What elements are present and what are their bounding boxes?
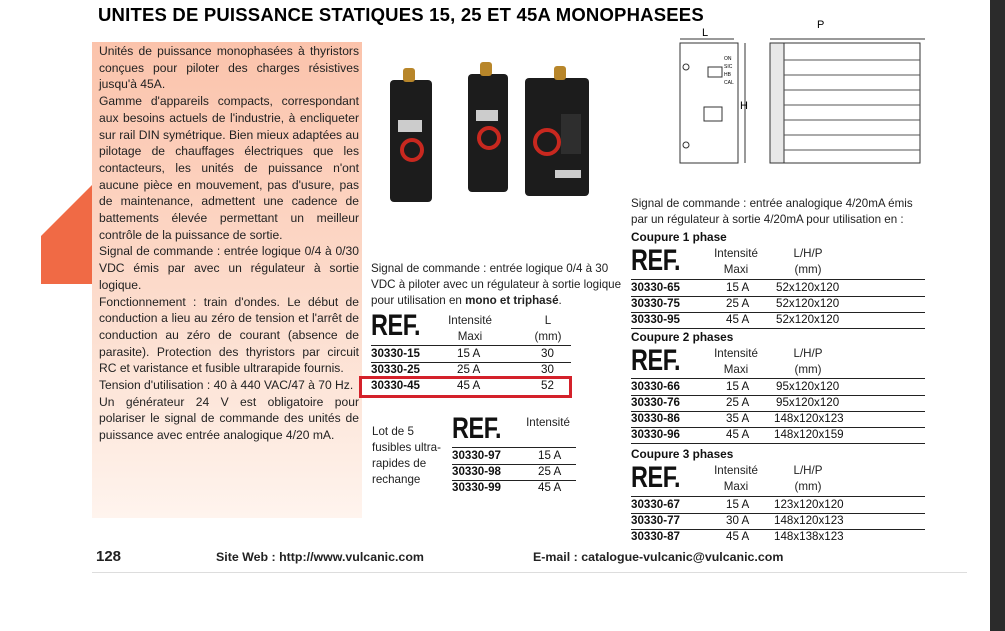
logic-ref-label: REF. [371,309,421,342]
footer-email-link[interactable]: E-mail : catalogue-vulcanic@vulcanic.com [533,550,784,564]
logic-signal-pre: Signal de commande : entrée logique 0/4 à 30 VDC à piloter avec un régulateur à sortie logique pour utilisation en [371,262,622,307]
table-row: 30330-77 30 A 148x120x123 [631,513,925,530]
desc-p4: Fonctionnement : train d'ondes. Le début de conduction a lieu au zéro de tension et l'arrêt de conduction au zéro de courant (absence de parasite). Protection des thyristors par circuit RC et varistance et fusible ultrarapide fournis. [99,294,359,376]
diagram-label-on: ON [724,56,732,62]
page-number: 128 [96,548,122,565]
analog-signal-text: Signal de commande : entrée analogique 4/20mA émis par un régulateur à sortie 4/20mA pour utilisation en : [631,197,913,226]
table-row: 30330-25 25 A 30 [371,362,571,379]
section-title: Coupure 2 phases [631,330,734,344]
table-row: 30330-75 25 A 52x120x120 [631,296,925,313]
highlight-box [359,376,572,398]
table-row: 30330-99 45 A [452,481,562,494]
section-title: Coupure 3 phases [631,447,734,461]
fuses-col-intensite: Intensité [526,416,570,429]
logic-col1-line2: Maxi [457,330,483,343]
viewer-scrollbar[interactable] [990,0,1005,631]
table-row: 30330-96 45 A 148x120x159 [631,427,925,444]
analog-col1-line2: Maxi [723,263,749,276]
analog-ref-label: REF. [631,461,681,494]
analog-col1-line2: Maxi [723,363,749,376]
table-row: 30330-86 35 A 148x120x123 [631,411,925,428]
fuses-label: Lot de 5 fusibles ultra-rapides de rechange [372,425,441,486]
table-row: 30330-98 25 A [452,464,576,481]
desc-p6: Un générateur 24 V est obligatoire pour polariser le signal de commande des unités de puissance avec entrée analogique 4/20 mA. [99,394,359,443]
desc-p2: Gamme d'appareils compacts, correspondant aux besoins actuels de l'industrie, à encliqueter sur rail DIN symétrique. Bien mieux adaptées au pilotage de chauffages électriques que les contacteurs, les unités de puissance n'ont aucune pièce en mouvement, pas d'usure, pas de maintenance, admettent une cadence de battements élevée permettant un meilleur contrôle de la puissance de sortie. [99,94,359,242]
analog-ref-label: REF. [631,344,681,377]
page-title: UNITES DE PUISSANCE STATIQUES 15, 25 ET 45A MONOPHASEES [98,4,704,25]
diagram-label-l: L [702,27,709,39]
diagram-label-p: P [817,19,825,31]
logic-signal-bold: mono et triphasé [465,294,559,307]
analog-col1-line2: Maxi [723,480,749,493]
diagram-label-h: H [740,100,748,112]
diagram-label-hb: HB [724,72,731,78]
logic-signal-text [371,261,626,309]
dimension-diagram [660,15,930,185]
product-photos [380,60,620,210]
analog-col2-line2: (mm) [794,363,822,376]
logic-col2-line1: L [544,314,552,327]
analog-col1-line1: Intensité [714,247,758,260]
footer-website-link[interactable]: Site Web : http://www.vulcanic.com [216,550,424,564]
diagram-label-sic: SIC [724,64,733,70]
analog-col2-line1: L/H/P [793,347,823,360]
table-row: 30330-95 45 A 52x120x120 [631,312,925,329]
fuses-ref-label: REF. [452,412,502,445]
table-row: 30330-87 45 A 148x138x123 [631,530,844,543]
analog-col2-line2: (mm) [794,263,822,276]
desc-p1: Unités de puissance monophasées à thyristors conçues pour piloter des charges résistives jusqu'à 45A. [99,44,359,92]
analog-ref-label: REF. [631,244,681,277]
table-row: 30330-97 15 A [452,448,576,465]
desc-p3: Signal de commande : entrée logique 0/4 à 0/30 VDC émis par avec un régulateur à sortie logique. [99,244,359,292]
table-row: 30330-45 45 A 52 [371,379,554,392]
logic-col-l [525,313,571,345]
section-tab [41,185,92,284]
diagram-label-cal: CAL [724,80,734,86]
table-row: 30330-15 15 A 30 [371,346,571,363]
product-unit-large [525,78,589,196]
table-row: 30330-66 15 A 95x120x120 [631,379,925,396]
table-row: 30330-67 15 A 123x120x120 [631,497,925,514]
logic-signal-post: . [558,294,562,307]
analog-col2-line2: (mm) [794,480,822,493]
table-row: 30330-76 25 A 95x120x120 [631,395,925,412]
analog-col1-line1: Intensité [714,464,758,477]
logic-col2-line2: (mm) [534,330,562,343]
logic-col1-line1: Intensité [448,314,492,327]
analog-col2-line1: L/H/P [793,247,823,260]
product-unit-medium [468,74,508,192]
table-row: 30330-65 15 A 52x120x120 [631,280,925,297]
product-unit-small [390,80,432,202]
section-title: Coupure 1 phase [631,230,727,244]
logic-col-intensite [440,313,500,345]
analog-col2-line1: L/H/P [793,464,823,477]
analog-col1-line1: Intensité [714,347,758,360]
description-text [99,43,359,444]
desc-p5: Tension d'utilisation : 40 à 440 VAC/47 à 70 Hz. [99,378,354,393]
